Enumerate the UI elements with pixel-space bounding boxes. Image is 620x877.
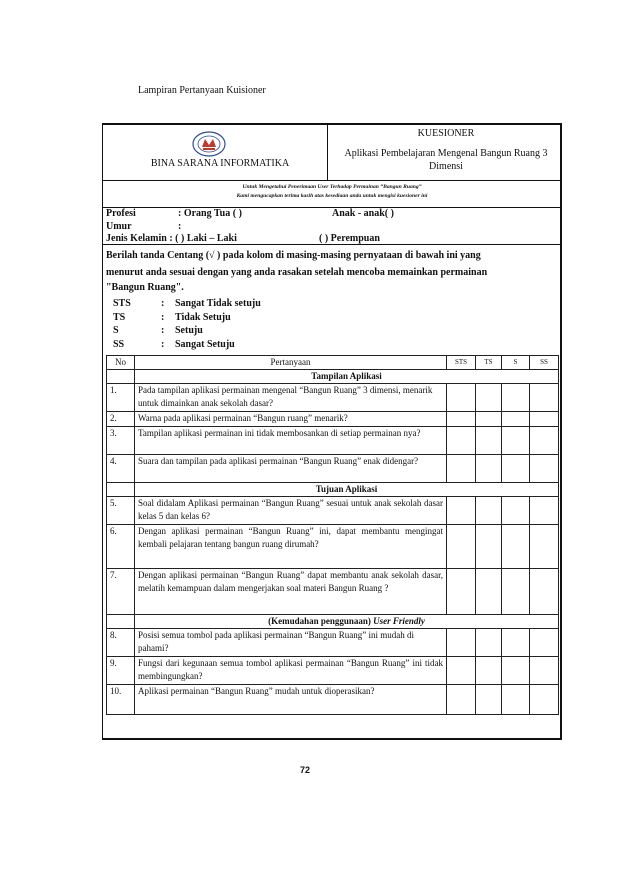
cell-sts[interactable]	[447, 657, 476, 685]
cell-sts[interactable]	[447, 629, 476, 657]
cell-ss[interactable]	[530, 657, 559, 685]
cell-s[interactable]	[502, 657, 530, 685]
umur-value: :	[178, 221, 182, 232]
cell-ts[interactable]	[476, 685, 502, 715]
profesi-value: : Orang Tua ( )	[178, 208, 242, 219]
cell-s[interactable]	[502, 497, 530, 525]
questionnaire-table	[106, 355, 559, 715]
cell-ts[interactable]	[476, 497, 502, 525]
row-no: 5.	[107, 497, 135, 525]
org-name: BINA SARANA INFORMATIKA	[150, 158, 290, 169]
cell-ts[interactable]	[476, 427, 502, 455]
table-row	[107, 657, 559, 685]
cell-ts[interactable]	[476, 569, 502, 615]
row-no: 10.	[107, 685, 135, 715]
cell-ts[interactable]	[476, 412, 502, 427]
row-question: Warna pada aplikasi permainan “Bangun ruang” menarik?	[135, 412, 447, 427]
col-s: S	[502, 356, 530, 370]
anak-label: Anak - anak( )	[332, 208, 394, 219]
cell-sts[interactable]	[447, 384, 476, 412]
cell-s[interactable]	[502, 455, 530, 483]
row-question: Fungsi dari kegunaan semua tombol aplikasi permainan “Bangun Ruang” ini tidak membingungkan?	[135, 657, 447, 685]
section-title: Tampilan Aplikasi	[135, 370, 559, 384]
bsi-logo-icon	[191, 130, 227, 158]
row-no: 7.	[107, 569, 135, 615]
cell-ss[interactable]	[530, 525, 559, 569]
table-row	[107, 685, 559, 715]
cell-s[interactable]	[502, 427, 530, 455]
cell-ss[interactable]	[530, 455, 559, 483]
section-title: Tujuan Aplikasi	[135, 483, 559, 497]
row-no: 3.	[107, 427, 135, 455]
perempuan-label: ( ) Perempuan	[319, 233, 380, 244]
section-row	[107, 615, 559, 629]
cell-ts[interactable]	[476, 455, 502, 483]
table-row	[107, 629, 559, 657]
row-question: Posisi semua tombol pada aplikasi permainan “Bangun Ruang” ini mudah di pahami?	[135, 629, 447, 657]
table-row	[107, 412, 559, 427]
cell-sts[interactable]	[447, 525, 476, 569]
caption: Lampiran Pertanyaan Kuisioner	[138, 85, 266, 96]
row-no: 9.	[107, 657, 135, 685]
legend-item: STS : Sangat Tidak setuju	[113, 298, 261, 309]
row-question: Aplikasi permainan “Bangun Ruang” mudah untuk dioperasikan?	[135, 685, 447, 715]
cell-ts[interactable]	[476, 525, 502, 569]
row-question: Pada tampilan aplikasi permainan mengenal “Bangun Ruang” 3 dimensi, menarik untuk dimainkan anak sekolah dasar?	[135, 384, 447, 412]
row-no: 2.	[107, 412, 135, 427]
instruction-line-2: menurut anda sesuai dengan yang anda rasakan setelah mencoba memainkan permainan	[106, 267, 488, 278]
cell-ts[interactable]	[476, 629, 502, 657]
cell-ss[interactable]	[530, 427, 559, 455]
kuesioner-subtitle: Aplikasi Pembelajaran Mengenal Bangun Ruang 3 Dimensi	[344, 148, 548, 172]
cell-ss[interactable]	[530, 497, 559, 525]
cell-ss[interactable]	[530, 384, 559, 412]
col-sts: STS	[447, 356, 476, 370]
note-line-1: Untuk Mengetahui Penerimaan User Terhadap Permainan “Bangun Ruang”	[242, 184, 422, 190]
cell-s[interactable]	[502, 629, 530, 657]
col-ts: TS	[476, 356, 502, 370]
legend-item: S : Setuju	[113, 325, 203, 336]
row-question: Soal didalam Aplikasi permainan “Bangun Ruang” sesuai untuk anak sekolah dasar kelas 5 dan kelas 6?	[135, 497, 447, 525]
section-row	[107, 370, 559, 384]
table-row	[107, 497, 559, 525]
note-line-2: Kami mengucapkan terima kasih atas kesediaan anda untuk mengisi kuesioner ini	[236, 193, 428, 199]
jenis-kelamin-label: Jenis Kelamin : ( ) Laki – Laki	[106, 233, 237, 244]
cell-ts[interactable]	[476, 384, 502, 412]
table-row	[107, 569, 559, 615]
cell-ss[interactable]	[530, 412, 559, 427]
instruction-line-3: "Bangun Ruang".	[106, 282, 184, 293]
legend	[113, 297, 261, 351]
row-question: Tampilan aplikasi permainan ini tidak membosankan di setiap permainan nya?	[135, 427, 447, 455]
row-question: Dengan aplikasi permainan “Bangun Ruang” dapat membantu anak sekolah dasar, melatih kemampuan dalam mengerjakan soal materi Bangun Ruang ?	[135, 569, 447, 615]
cell-ss[interactable]	[530, 569, 559, 615]
table-row	[107, 427, 559, 455]
cell-s[interactable]	[502, 412, 530, 427]
row-no: 8.	[107, 629, 135, 657]
table-row	[107, 455, 559, 483]
cell-sts[interactable]	[447, 427, 476, 455]
legend-item: TS : Tidak Setuju	[113, 311, 231, 323]
section-row	[107, 483, 559, 497]
cell-sts[interactable]	[447, 455, 476, 483]
row-question: Dengan aplikasi permainan “Bangun Ruang” ini, dapat membantu mengingat kembali pelajaran tentang bangun ruang dirumah?	[135, 525, 447, 569]
cell-sts[interactable]	[447, 569, 476, 615]
table-header-row	[107, 356, 559, 370]
section-title: (Kemudahan penggunaan) User Friendly	[135, 615, 559, 629]
cell-sts[interactable]	[447, 685, 476, 715]
row-no: 6.	[107, 525, 135, 569]
cell-s[interactable]	[502, 525, 530, 569]
col-pertanyaan: Pertanyaan	[135, 356, 447, 370]
table-row	[107, 384, 559, 412]
cell-ss[interactable]	[530, 629, 559, 657]
umur-label: Umur	[106, 221, 132, 232]
cell-ts[interactable]	[476, 657, 502, 685]
cell-sts[interactable]	[447, 412, 476, 427]
legend-item: SS : Sangat Setuju	[113, 338, 235, 350]
row-no: 1.	[107, 384, 135, 412]
cell-s[interactable]	[502, 384, 530, 412]
row-no: 4.	[107, 455, 135, 483]
profesi-label: Profesi	[106, 208, 136, 219]
cell-sts[interactable]	[447, 497, 476, 525]
page-number: 72	[300, 765, 311, 775]
row-question: Suara dan tampilan pada aplikasi permainan “Bangun Ruang” enak didengar?	[135, 455, 447, 483]
kuesioner-title: KUESIONER	[417, 128, 475, 139]
instruction-line-1: Berilah tanda Centang (√ ) pada kolom di masing-masing pernyataan di bawah ini yang	[106, 250, 481, 261]
table-row	[107, 525, 559, 569]
cell-s[interactable]	[502, 685, 530, 715]
cell-s[interactable]	[502, 569, 530, 615]
cell-ss[interactable]	[530, 685, 559, 715]
col-ss: SS	[530, 356, 559, 370]
col-no: No	[107, 356, 135, 370]
